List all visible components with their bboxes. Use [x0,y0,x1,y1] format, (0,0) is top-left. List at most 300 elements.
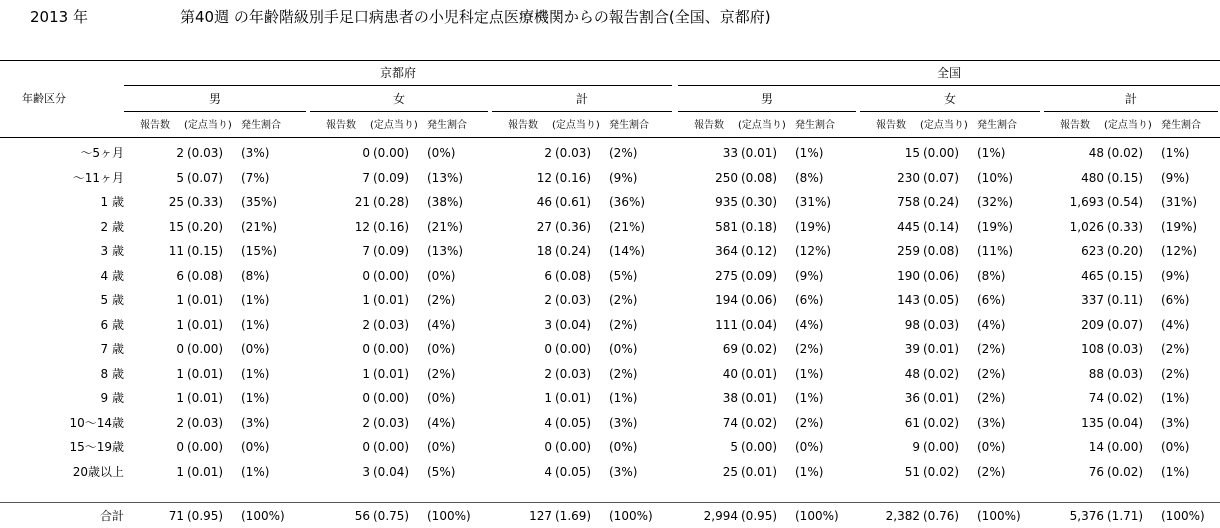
cell-per-sentinel: (0.28) [373,195,410,209]
cell-count: 111 [715,317,738,332]
cell-per-sentinel: (0.02) [741,415,778,430]
cell-percent: (31%) [1161,195,1198,209]
cell-per-sentinel: (0.02) [923,464,960,479]
cell-per-sentinel: (0.03) [555,146,592,160]
subheader-per-sentinel: (定点当り) [738,120,786,131]
cell-per-sentinel: (0.33) [1107,219,1144,234]
cell-percent: (1%) [1161,464,1190,479]
cell-percent: (0%) [1161,440,1190,454]
cell-percent: (0%) [427,268,456,283]
cell-per-sentinel: (0.00) [373,440,410,454]
cell-count: 9 [912,440,920,454]
cell-count: 2 [176,415,184,430]
subheader-count: 報告数 [694,120,724,131]
cell-per-sentinel: (0.00) [741,440,778,454]
cell-percent: (14%) [609,244,646,258]
sex-rule-0 [124,111,306,112]
cell-percent: (0%) [795,440,824,454]
cell-percent: (7%) [241,170,270,185]
cell-percent: (2%) [427,366,456,381]
age-column-header: 年齢区分 [22,92,66,105]
cell-per-sentinel: (0.04) [373,464,410,479]
cell-per-sentinel: (0.06) [923,268,960,283]
cell-percent: (100%) [241,509,285,523]
cell-percent: (3%) [1161,415,1190,430]
cell-per-sentinel: (0.01) [187,366,224,381]
cell-percent: (1%) [1161,146,1190,160]
subheader-per-sentinel: (定点当り) [184,120,232,131]
cell-per-sentinel: (0.01) [741,391,778,405]
cell-count: 209 [1081,317,1104,332]
cell-count: 2,994 [703,509,738,523]
cell-count: 12 [536,170,552,185]
sex-rule-3 [678,111,856,112]
cell-percent: (1%) [795,391,824,405]
cell-count: 71 [168,509,184,523]
cell-per-sentinel: (0.03) [923,317,960,332]
cell-percent: (8%) [241,268,270,283]
cell-percent: (1%) [241,464,270,479]
cell-per-sentinel: (0.00) [373,391,410,405]
cell-percent: (36%) [609,195,646,209]
cell-count: 480 [1081,170,1104,185]
cell-count: 1 [176,366,184,381]
cell-per-sentinel: (0.11) [1107,293,1144,307]
cell-count: 194 [715,293,738,307]
cell-percent: (2%) [609,317,638,332]
cell-count: 465 [1081,268,1104,283]
cell-per-sentinel: (0.08) [187,268,224,283]
cell-count: 230 [897,170,920,185]
row-age-label: 3 歳 [100,244,124,258]
cell-count: 3 [362,464,370,479]
cell-per-sentinel: (0.07) [1107,317,1144,332]
cell-percent: (9%) [609,170,638,185]
cell-percent: (8%) [795,170,824,185]
cell-per-sentinel: (0.02) [741,342,778,356]
cell-per-sentinel: (0.04) [1107,415,1144,430]
cell-count: 0 [362,342,370,356]
cell-percent: (6%) [1161,293,1190,307]
cell-per-sentinel: (0.95) [741,509,778,523]
cell-count: 337 [1081,293,1104,307]
cell-per-sentinel: (0.03) [555,293,592,307]
cell-per-sentinel: (0.09) [373,244,410,258]
cell-count: 2 [544,366,552,381]
cell-percent: (4%) [795,317,824,332]
cell-percent: (2%) [609,146,638,160]
cell-count: 1 [176,293,184,307]
cell-count: 56 [354,509,370,523]
cell-percent: (6%) [977,293,1006,307]
cell-count: 1 [176,464,184,479]
cell-count: 0 [176,440,184,454]
cell-per-sentinel: (0.01) [923,342,960,356]
cell-count: 0 [544,342,552,356]
cell-count: 48 [904,366,920,381]
row-age-label: 9 歳 [100,391,124,405]
cell-per-sentinel: (0.76) [923,509,960,523]
cell-count: 0 [544,440,552,454]
cell-percent: (0%) [427,391,456,405]
cell-per-sentinel: (0.16) [373,219,410,234]
cell-per-sentinel: (0.00) [373,146,410,160]
sex-rule-4 [860,111,1040,112]
cell-count: 2 [362,317,370,332]
cell-percent: (2%) [977,464,1006,479]
cell-per-sentinel: (0.08) [555,268,592,283]
row-age-label: 7 歳 [100,342,124,356]
row-age-label: 6 歳 [100,317,124,332]
cell-percent: (1%) [241,317,270,332]
group-header-kyoto: 京都府 [379,66,416,80]
cell-count: 758 [897,195,920,209]
cell-count: 25 [168,195,184,209]
cell-per-sentinel: (0.01) [741,366,778,381]
row-age-label: 4 歳 [100,268,124,283]
cell-per-sentinel: (0.00) [555,440,592,454]
cell-percent: (1%) [795,146,824,160]
cell-percent: (1%) [795,464,824,479]
cell-per-sentinel: (0.15) [187,244,224,258]
cell-per-sentinel: (0.08) [923,244,960,258]
cell-count: 5,376 [1069,509,1104,523]
cell-count: 445 [897,219,920,234]
cell-count: 275 [715,268,738,283]
cell-percent: (2%) [977,342,1006,356]
cell-percent: (3%) [609,464,638,479]
cell-percent: (9%) [795,268,824,283]
cell-count: 581 [715,219,738,234]
cell-percent: (21%) [241,219,278,234]
row-age-label: ～5ヶ月 [80,146,124,160]
report-year: 2013 年 [30,8,88,26]
cell-count: 15 [904,146,920,160]
sex-rule-2 [492,111,672,112]
cell-count: 88 [1088,366,1104,381]
cell-count: 4 [544,464,552,479]
cell-per-sentinel: (0.05) [923,293,960,307]
cell-per-sentinel: (0.01) [373,366,410,381]
cell-percent: (1%) [1161,391,1190,405]
cell-percent: (2%) [427,293,456,307]
cell-count: 7 [362,244,370,258]
cell-count: 190 [897,268,920,283]
cell-count: 69 [722,342,738,356]
sex-rule-5 [1044,111,1218,112]
cell-count: 1 [362,366,370,381]
cell-per-sentinel: (0.01) [741,464,778,479]
cell-per-sentinel: (0.07) [923,170,960,185]
cell-per-sentinel: (0.00) [187,342,224,356]
cell-per-sentinel: (0.01) [555,391,592,405]
cell-count: 259 [897,244,920,258]
cell-per-sentinel: (0.18) [741,219,778,234]
cell-count: 0 [362,440,370,454]
cell-per-sentinel: (0.07) [187,170,224,185]
cell-percent: (19%) [977,219,1014,234]
cell-percent: (35%) [241,195,278,209]
cell-per-sentinel: (0.00) [373,268,410,283]
cell-count: 5 [730,440,738,454]
cell-count: 98 [904,317,920,332]
cell-per-sentinel: (0.03) [555,366,592,381]
cell-count: 623 [1081,244,1104,258]
report-title: 第40週 の年齢階級別手足口病患者の小児科定点医療機関からの報告割合(全国、京都府) [180,8,771,26]
cell-per-sentinel: (0.03) [1107,366,1144,381]
sex-header-2: 計 [575,92,588,106]
row-age-label: 15～19歳 [69,440,124,454]
cell-percent: (21%) [609,219,646,234]
cell-count: 7 [362,170,370,185]
cell-percent: (38%) [427,195,464,209]
cell-percent: (1%) [977,146,1006,160]
cell-count: 14 [1088,440,1104,454]
cell-per-sentinel: (0.03) [373,317,410,332]
cell-count: 18 [536,244,552,258]
cell-per-sentinel: (0.01) [923,391,960,405]
cell-per-sentinel: (0.03) [187,146,224,160]
total-rule [0,502,1220,503]
row-age-label: 1 歳 [100,195,124,209]
cell-percent: (3%) [241,146,270,160]
subheader-count: 報告数 [140,120,170,131]
group-header-national: 全国 [936,66,961,80]
cell-percent: (2%) [1161,366,1190,381]
cell-per-sentinel: (1.71) [1107,509,1144,523]
cell-count: 2 [544,146,552,160]
cell-per-sentinel: (0.01) [187,317,224,332]
cell-count: 2 [362,415,370,430]
cell-per-sentinel: (0.30) [741,195,778,209]
cell-percent: (1%) [241,391,270,405]
cell-per-sentinel: (0.33) [187,195,224,209]
cell-per-sentinel: (0.01) [187,293,224,307]
subheader-pct: 発生割合 [795,120,835,131]
cell-percent: (2%) [977,366,1006,381]
cell-count: 38 [722,391,738,405]
cell-per-sentinel: (0.24) [555,244,592,258]
row-age-label: 2 歳 [100,219,124,234]
cell-count: 3 [544,317,552,332]
cell-per-sentinel: (0.06) [741,293,778,307]
sex-rule-1 [310,111,488,112]
cell-percent: (0%) [241,440,270,454]
cell-percent: (12%) [1161,244,1198,258]
cell-count: 48 [1088,146,1104,160]
cell-count: 935 [715,195,738,209]
subheader-per-sentinel: (定点当り) [370,120,418,131]
cell-percent: (5%) [427,464,456,479]
row-age-label: ～11ヶ月 [72,170,124,185]
cell-percent: (19%) [1161,219,1198,234]
cell-per-sentinel: (0.00) [1107,440,1144,454]
cell-percent: (12%) [795,244,832,258]
cell-per-sentinel: (0.14) [923,219,960,234]
cell-percent: (100%) [795,509,839,523]
cell-percent: (2%) [1161,342,1190,356]
cell-count: 2 [176,146,184,160]
header-bottom-rule [0,137,1220,138]
cell-percent: (2%) [609,293,638,307]
cell-count: 6 [544,268,552,283]
cell-per-sentinel: (0.61) [555,195,592,209]
cell-count: 1 [176,317,184,332]
cell-per-sentinel: (0.24) [923,195,960,209]
sex-header-3: 男 [760,92,773,106]
subheader-per-sentinel: (定点当り) [1104,120,1152,131]
group-rule-kyoto [124,85,672,86]
cell-per-sentinel: (0.12) [741,244,778,258]
cell-percent: (0%) [427,342,456,356]
cell-count: 11 [168,244,184,258]
cell-percent: (13%) [427,244,464,258]
row-age-label: 20歳以上 [72,464,124,479]
cell-percent: (0%) [609,440,638,454]
sex-header-0: 男 [208,92,221,106]
cell-percent: (3%) [977,415,1006,430]
cell-per-sentinel: (0.15) [1107,268,1144,283]
subheader-count: 報告数 [876,120,906,131]
cell-per-sentinel: (0.02) [1107,391,1144,405]
cell-percent: (21%) [427,219,464,234]
cell-count: 5 [176,170,184,185]
cell-percent: (0%) [427,440,456,454]
cell-count: 127 [529,509,552,523]
cell-per-sentinel: (0.03) [373,415,410,430]
cell-percent: (19%) [795,219,832,234]
cell-percent: (6%) [795,293,824,307]
cell-per-sentinel: (0.00) [923,440,960,454]
cell-per-sentinel: (0.01) [187,391,224,405]
cell-per-sentinel: (0.15) [1107,170,1144,185]
cell-count: 108 [1081,342,1104,356]
cell-count: 12 [354,219,370,234]
cell-count: 1,026 [1069,219,1104,234]
cell-count: 135 [1081,415,1104,430]
cell-percent: (4%) [427,415,456,430]
cell-per-sentinel: (1.69) [555,509,592,523]
cell-percent: (0%) [427,146,456,160]
cell-per-sentinel: (0.05) [555,415,592,430]
cell-count: 25 [722,464,738,479]
cell-percent: (100%) [1161,509,1205,523]
cell-count: 0 [176,342,184,356]
cell-per-sentinel: (0.03) [1107,342,1144,356]
cell-count: 33 [722,146,738,160]
row-age-label: 8 歳 [100,366,124,381]
cell-per-sentinel: (0.00) [923,146,960,160]
cell-count: 143 [897,293,920,307]
sex-header-1: 女 [392,92,405,106]
cell-per-sentinel: (0.09) [373,170,410,185]
cell-count: 61 [904,415,920,430]
cell-count: 2 [544,293,552,307]
cell-count: 4 [544,415,552,430]
cell-count: 46 [536,195,552,209]
cell-percent: (0%) [977,440,1006,454]
cell-count: 1 [544,391,552,405]
cell-percent: (0%) [609,342,638,356]
cell-percent: (10%) [977,170,1014,185]
sex-header-4: 女 [943,92,956,106]
cell-count: 51 [904,464,920,479]
cell-per-sentinel: (0.00) [187,440,224,454]
cell-per-sentinel: (0.02) [923,415,960,430]
cell-count: 1 [362,293,370,307]
cell-count: 74 [722,415,738,430]
cell-count: 74 [1088,391,1104,405]
cell-percent: (31%) [795,195,832,209]
cell-per-sentinel: (0.05) [555,464,592,479]
row-age-label: 合計 [99,509,124,523]
cell-count: 1,693 [1069,195,1104,209]
cell-percent: (2%) [977,391,1006,405]
cell-percent: (2%) [795,342,824,356]
cell-percent: (8%) [977,268,1006,283]
cell-per-sentinel: (0.20) [1107,244,1144,258]
cell-per-sentinel: (0.04) [555,317,592,332]
cell-per-sentinel: (0.01) [373,293,410,307]
cell-count: 0 [362,146,370,160]
cell-percent: (1%) [241,366,270,381]
cell-percent: (32%) [977,195,1014,209]
cell-count: 39 [904,342,920,356]
cell-percent: (4%) [977,317,1006,332]
cell-per-sentinel: (0.01) [187,464,224,479]
cell-percent: (3%) [609,415,638,430]
group-rule-national [678,85,1220,86]
cell-per-sentinel: (0.09) [741,268,778,283]
cell-percent: (100%) [427,509,471,523]
table-top-rule [0,60,1220,61]
row-age-label: 10～14歳 [69,415,124,430]
sex-header-5: 計 [1124,92,1137,106]
cell-percent: (1%) [609,391,638,405]
cell-percent: (9%) [1161,268,1190,283]
cell-percent: (15%) [241,244,278,258]
cell-percent: (5%) [609,268,638,283]
cell-count: 15 [168,219,184,234]
cell-percent: (9%) [1161,170,1190,185]
cell-per-sentinel: (0.00) [373,342,410,356]
cell-percent: (1%) [241,293,270,307]
cell-count: 2,382 [885,509,920,523]
cell-per-sentinel: (0.20) [187,219,224,234]
row-age-label: 5 歳 [100,293,124,307]
cell-per-sentinel: (0.02) [923,366,960,381]
cell-per-sentinel: (0.03) [187,415,224,430]
cell-per-sentinel: (0.95) [187,509,224,523]
subheader-per-sentinel: (定点当り) [552,120,600,131]
cell-percent: (3%) [241,415,270,430]
cell-count: 27 [536,219,552,234]
cell-count: 1 [176,391,184,405]
cell-percent: (100%) [977,509,1021,523]
cell-per-sentinel: (0.75) [373,509,410,523]
cell-count: 21 [354,195,370,209]
cell-percent: (0%) [241,342,270,356]
cell-per-sentinel: (0.36) [555,219,592,234]
cell-percent: (2%) [795,415,824,430]
cell-percent: (1%) [795,366,824,381]
cell-percent: (4%) [427,317,456,332]
cell-per-sentinel: (0.04) [741,317,778,332]
cell-per-sentinel: (0.00) [555,342,592,356]
cell-count: 76 [1088,464,1104,479]
subheader-pct: 発生割合 [609,120,649,131]
cell-per-sentinel: (0.08) [741,170,778,185]
